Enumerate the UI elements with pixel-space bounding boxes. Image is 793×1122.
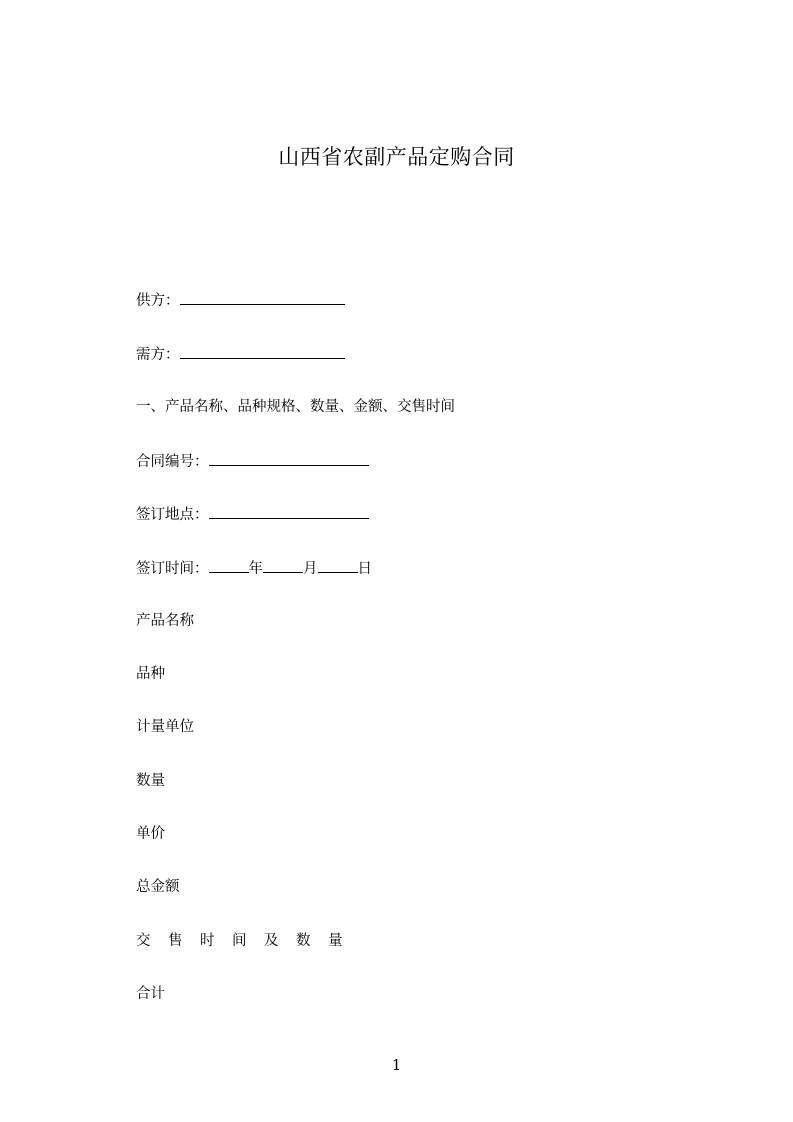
product-name-field: 产品名称 [136, 613, 194, 629]
year-blank [209, 558, 249, 573]
buyer-label: 需方： [136, 347, 180, 363]
buyer-blank [180, 344, 345, 359]
section-1-heading: 一、产品名称、品种规格、数量、金额、交售时间 [136, 399, 455, 415]
supplier-label: 供方： [136, 293, 180, 309]
delivery-time-qty-field [136, 931, 343, 951]
contract-no-line [136, 451, 369, 472]
supplier-blank [180, 290, 345, 305]
total-amount-field: 总金额 [136, 879, 180, 895]
variety-field: 品种 [136, 666, 165, 682]
sign-time-label: 签订时间： [136, 561, 209, 577]
contract-no-label: 合同编号： [136, 454, 209, 470]
day-blank [318, 558, 358, 573]
quantity-field: 数量 [136, 773, 165, 789]
sign-time-line [136, 558, 372, 579]
delivery-char: 量 [328, 933, 343, 949]
page-number: 1 [391, 1056, 402, 1074]
day-label: 日 [357, 561, 372, 577]
sign-place-line [136, 504, 369, 525]
delivery-char: 间 [232, 933, 247, 949]
month-blank [263, 558, 303, 573]
supplier-line [136, 290, 345, 311]
delivery-char: 售 [168, 933, 183, 949]
delivery-char: 时 [200, 933, 215, 949]
buyer-line [136, 344, 345, 365]
unit-price-field: 单价 [136, 826, 165, 842]
document-title: 山西省农副产品定购合同 [278, 145, 515, 169]
delivery-char: 交 [136, 933, 151, 949]
month-label: 月 [303, 561, 318, 577]
delivery-char: 数 [296, 933, 311, 949]
unit-field: 计量单位 [136, 719, 194, 735]
contract-no-blank [209, 451, 369, 466]
total-field: 合计 [136, 986, 165, 1002]
sign-place-label: 签订地点： [136, 507, 209, 523]
year-label: 年 [248, 561, 263, 577]
delivery-char: 及 [264, 933, 279, 949]
sign-place-blank [209, 504, 369, 519]
